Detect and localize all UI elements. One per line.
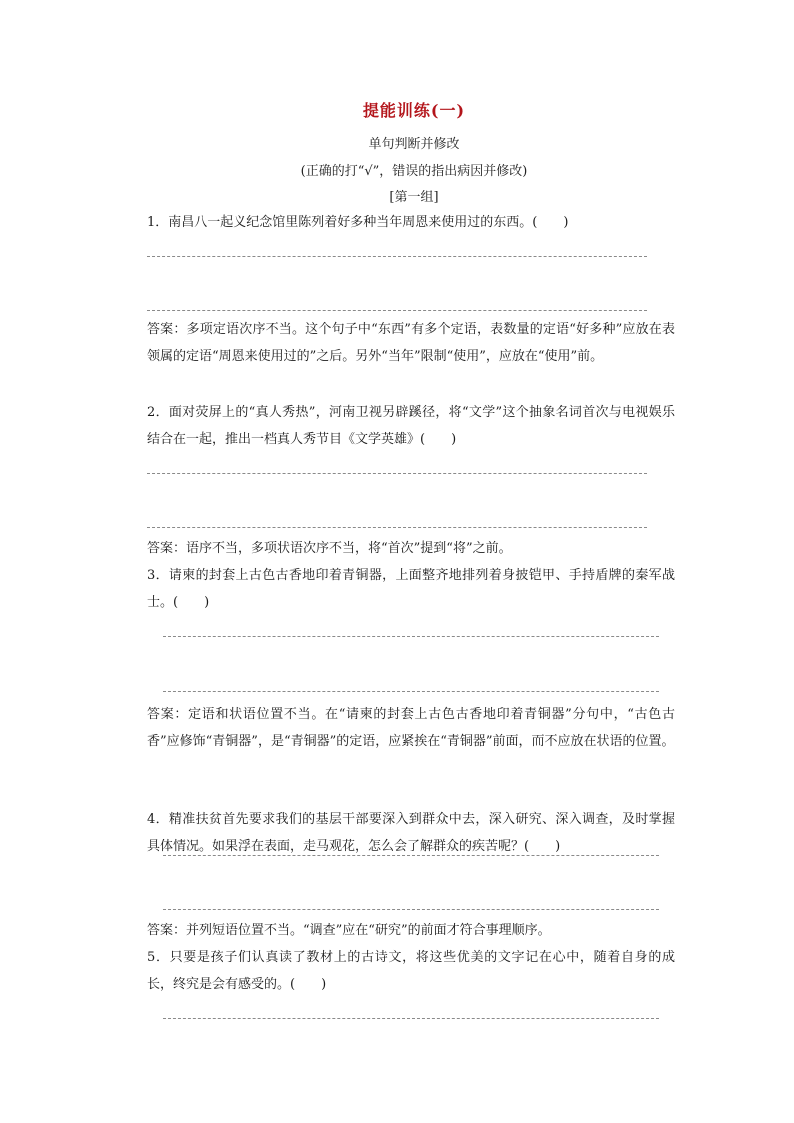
answer-line [163, 1018, 659, 1019]
answer-line [163, 855, 659, 856]
question-2: 2．面对荧屏上的“真人秀热”，河南卫视另辟蹊径，将“文学”这个抽象名词首次与电视娱乐结合在一起，推出一档真人秀节目《文学英雄》( ) [147, 405, 675, 447]
answer-2: 答案：语序不当，多项状语次序不当，将“首次”提到“将”之前。 [147, 541, 512, 556]
answer-line [147, 527, 647, 528]
answer-line [147, 473, 647, 474]
answer-line [163, 636, 659, 637]
section-subtitle: 单句判断并修改 [368, 137, 460, 152]
answer-line [147, 310, 647, 311]
answer-line [163, 909, 659, 910]
question-5: 5．只要是孩子们认真读了教材上的古诗文，将这些优美的文字记在心中，随着自身的成长，终究是会有感受的。( ) [147, 950, 675, 992]
instruction-text: (正确的打“√”，错误的指出病因并修改) [300, 164, 528, 179]
answer-1: 答案：多项定语次序不当。这个句子中“东西”有多个定语，表数量的定语“好多种”应放在表领属的定语“周恩来使用过的”之后。另外“当年”限制“使用”，应放在“使用”前。 [147, 322, 675, 364]
answer-line [147, 256, 647, 257]
question-3: 3．请柬的封套上古色古香地印着青铜器，上面整齐地排列着身披铠甲、手持盾牌的秦军战士。( ) [147, 568, 675, 610]
question-4: 4．精准扶贫首先要求我们的基层干部要深入到群众中去，深入研究、深入调查，及时掌握具体情况。如果浮在表面，走马观花，怎么会了解群众的疾苦呢？( ) [147, 812, 675, 854]
answer-4: 答案：并列短语位置不当。“调查”应在“研究”的前面才符合事理顺序。 [147, 923, 551, 938]
answer-3: 答案：定语和状语位置不当。在“请柬的封套上古色古香地印着青铜器”分句中，“古色古香”应修饰“青铜器”，是“青铜器”的定语，应紧挨在“青铜器”前面，而不应放在状语的位置。 [147, 707, 675, 749]
question-1: 1．南昌八一起义纪念馆里陈列着好多种当年周恩来使用过的东西。( ) [147, 215, 569, 230]
answer-line [163, 691, 659, 692]
page-title: 提能训练(一) [362, 101, 466, 120]
group-label: [第一组] [389, 190, 439, 205]
